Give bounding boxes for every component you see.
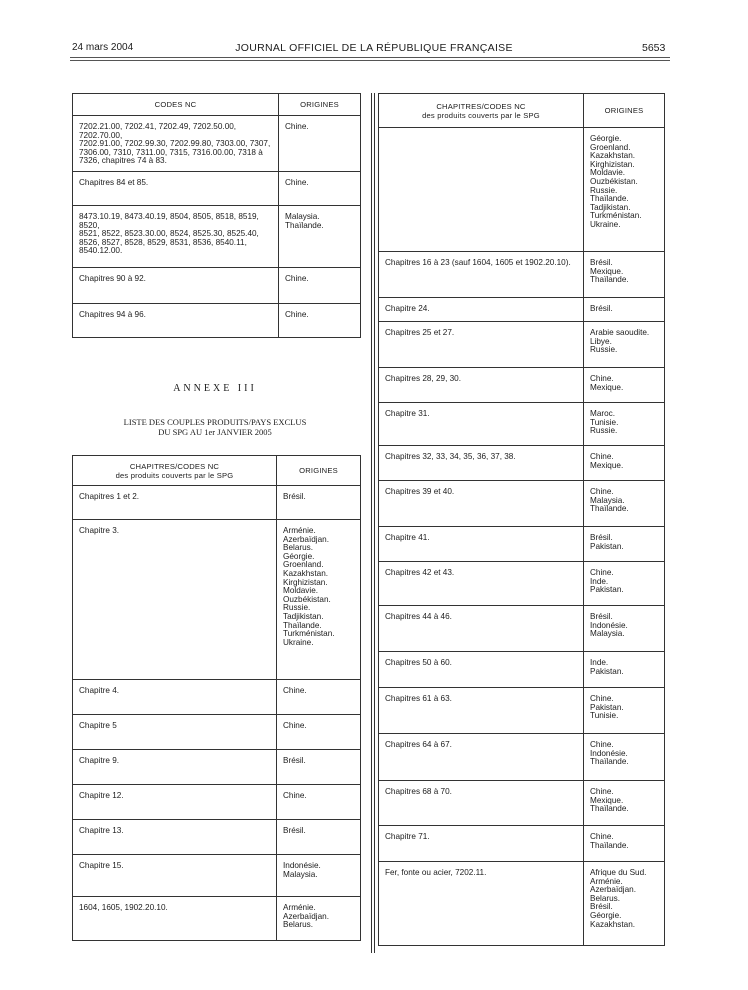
table-header-row [73, 456, 361, 486]
annex-subtitle: LISTE DES COUPLES PRODUITS/PAYS EXCLUS DU SPG AU 1er JANVIER 2005 [123, 417, 307, 437]
header-rule [70, 57, 670, 58]
table-row [379, 252, 665, 298]
chapter-cell: Chapitres 39 et 40. [379, 481, 584, 527]
annex-title: ANNEXE III [173, 383, 257, 394]
chapter-cell: Chapitre 4. [73, 680, 277, 715]
chapter-cell: Chapitres 28, 29, 30. [379, 368, 584, 403]
table-row [379, 826, 665, 862]
origin-cell: Brésil. [277, 820, 361, 855]
chapter-cell: Chapitre 41. [379, 527, 584, 562]
table-row [379, 368, 665, 403]
origin-cell: Brésil. [277, 750, 361, 785]
chapter-cell: Chapitre 13. [73, 820, 277, 855]
chapter-cell: Chapitre 15. [73, 855, 277, 897]
origin-cell: Chine. [279, 172, 361, 206]
chapter-cell [379, 128, 584, 252]
table-row [73, 304, 361, 338]
chapter-cell: Chapitres 42 et 43. [379, 562, 584, 606]
origin-cell: Chine. Malaysia. Thaïlande. [584, 481, 665, 527]
table-row [73, 172, 361, 206]
page-date: 24 mars 2004 [72, 42, 134, 53]
column-separator [374, 93, 375, 953]
page-number: 5653 [642, 42, 666, 54]
chapter-cell: 1604, 1605, 1902.20.10. [73, 897, 277, 941]
table-row [379, 298, 665, 322]
table-row [73, 750, 361, 785]
table-row [73, 116, 361, 172]
column-header: ORIGINES [277, 456, 361, 486]
table-row [379, 446, 665, 481]
code-cell: 7202.21.00, 7202.41, 7202.49, 7202.50.00, 7202.70.00, 7202.91.00, 7202.99.30, 7202.99.80, 7303.00, 7307, 7306.00, 7310, 7311.00, 7315, 7316.00.00, 7318 à 7326, chapitres 74 à 83. [73, 116, 279, 172]
code-cell: 8473.10.19, 8473.40.19, 8504, 8505, 8518, 8519, 8520, 8521, 8522, 8523.30.00, 8524, 8525.30, 8525.40, 8526, 8527, 8528, 8529, 8531, 8536, 8540.11, 8540.12.00. [73, 206, 279, 268]
origin-cell: Chine. Mexique. Thaïlande. [584, 781, 665, 826]
chapter-cell: Chapitres 1 et 2. [73, 486, 277, 520]
codes-nc-table [72, 93, 361, 338]
chapter-cell: Chapitre 71. [379, 826, 584, 862]
origin-cell: Maroc. Tunisie. Russie. [584, 403, 665, 446]
chapter-cell: Chapitre 24. [379, 298, 584, 322]
origin-cell: Chine. [279, 304, 361, 338]
table-row [73, 897, 361, 941]
origin-cell: Arménie. Azerbaïdjan. Belarus. [277, 897, 361, 941]
chapter-cell: Chapitre 9. [73, 750, 277, 785]
table-row [73, 268, 361, 304]
origin-cell: Indonésie. Malaysia. [277, 855, 361, 897]
header-rule [70, 60, 670, 61]
chapter-cell: Chapitres 64 à 67. [379, 734, 584, 781]
chapter-cell: Chapitres 68 à 70. [379, 781, 584, 826]
origin-cell: Brésil. [277, 486, 361, 520]
origin-cell: Chine. Mexique. [584, 446, 665, 481]
table-row [73, 820, 361, 855]
column-header: CODES NC [73, 94, 279, 116]
origin-cell: Brésil. [584, 298, 665, 322]
table-row [379, 562, 665, 606]
table-row [379, 322, 665, 368]
origin-cell: Chine. [279, 116, 361, 172]
table-row [379, 481, 665, 527]
table-row [379, 527, 665, 562]
annex-table-left [72, 455, 361, 941]
origin-cell: Arabie saoudite. Libye. Russie. [584, 322, 665, 368]
table-row [73, 715, 361, 750]
table-row [379, 403, 665, 446]
table-row [379, 606, 665, 652]
table-row [379, 781, 665, 826]
column-header: CHAPITRES/CODES NC des produits couverts par le SPG [73, 456, 277, 486]
origin-cell: Chine. [279, 268, 361, 304]
table-row [379, 688, 665, 734]
table-header-row [73, 94, 361, 116]
column-header: ORIGINES [279, 94, 361, 116]
chapter-cell: Chapitres 25 et 27. [379, 322, 584, 368]
chapter-cell: Chapitre 3. [73, 520, 277, 680]
table-row [379, 652, 665, 688]
annex-table-right [378, 93, 665, 946]
table-row [379, 862, 665, 946]
chapter-cell: Fer, fonte ou acier, 7202.11. [379, 862, 584, 946]
chapter-cell: Chapitres 16 à 23 (sauf 1604, 1605 et 1902.20.10). [379, 252, 584, 298]
origin-cell: Afrique du Sud. Arménie. Azerbaïdjan. Belarus. Brésil. Géorgie. Kazakhstan. [584, 862, 665, 946]
origin-cell: Chine. Thaïlande. [584, 826, 665, 862]
code-cell: Chapitres 84 et 85. [73, 172, 279, 206]
table-row [73, 206, 361, 268]
origin-cell: Chine. [277, 715, 361, 750]
chapter-cell: Chapitre 5 [73, 715, 277, 750]
chapter-cell: Chapitres 44 à 46. [379, 606, 584, 652]
origin-cell: Chine. Mexique. [584, 368, 665, 403]
origin-cell: Brésil. Indonésie. Malaysia. [584, 606, 665, 652]
origin-cell: Brésil. Pakistan. [584, 527, 665, 562]
table-row [379, 128, 665, 252]
origin-cell: Brésil. Mexique. Thaïlande. [584, 252, 665, 298]
column-header: CHAPITRES/CODES NC des produits couverts par le SPG [379, 94, 584, 128]
table-row [73, 680, 361, 715]
chapter-cell: Chapitre 12. [73, 785, 277, 820]
origin-cell: Chine. Pakistan. Tunisie. [584, 688, 665, 734]
origin-cell: Arménie. Azerbaïdjan. Belarus. Géorgie. Groenland. Kazakhstan. Kirghizistan. Moldavie. Ouzbékistan. Russie. Tadjikistan. Thaïlande. Turkménistan. Ukraine. [277, 520, 361, 680]
origin-cell: Chine. [277, 680, 361, 715]
column-header: ORIGINES [584, 94, 665, 128]
origin-cell: Chine. Indonésie. Thaïlande. [584, 734, 665, 781]
origin-cell: Inde. Pakistan. [584, 652, 665, 688]
origin-cell: Chine. [277, 785, 361, 820]
table-header-row [379, 94, 665, 128]
column-separator [371, 93, 372, 953]
table-row [73, 486, 361, 520]
table-row [73, 855, 361, 897]
table-row [73, 520, 361, 680]
table-row [73, 785, 361, 820]
journal-title: JOURNAL OFFICIEL DE LA RÉPUBLIQUE FRANÇAISE [235, 42, 513, 54]
code-cell: Chapitres 90 à 92. [73, 268, 279, 304]
chapter-cell: Chapitres 32, 33, 34, 35, 36, 37, 38. [379, 446, 584, 481]
origin-cell: Malaysia. Thaïlande. [279, 206, 361, 268]
table-row [379, 734, 665, 781]
chapter-cell: Chapitres 61 à 63. [379, 688, 584, 734]
code-cell: Chapitres 94 à 96. [73, 304, 279, 338]
chapter-cell: Chapitre 31. [379, 403, 584, 446]
origin-cell: Chine. Inde. Pakistan. [584, 562, 665, 606]
chapter-cell: Chapitres 50 à 60. [379, 652, 584, 688]
origin-cell: Géorgie. Groenland. Kazakhstan. Kirghizistan. Moldavie. Ouzbékistan. Russie. Thaïlande. Tadjikistan. Turkménistan. Ukraine. [584, 128, 665, 252]
